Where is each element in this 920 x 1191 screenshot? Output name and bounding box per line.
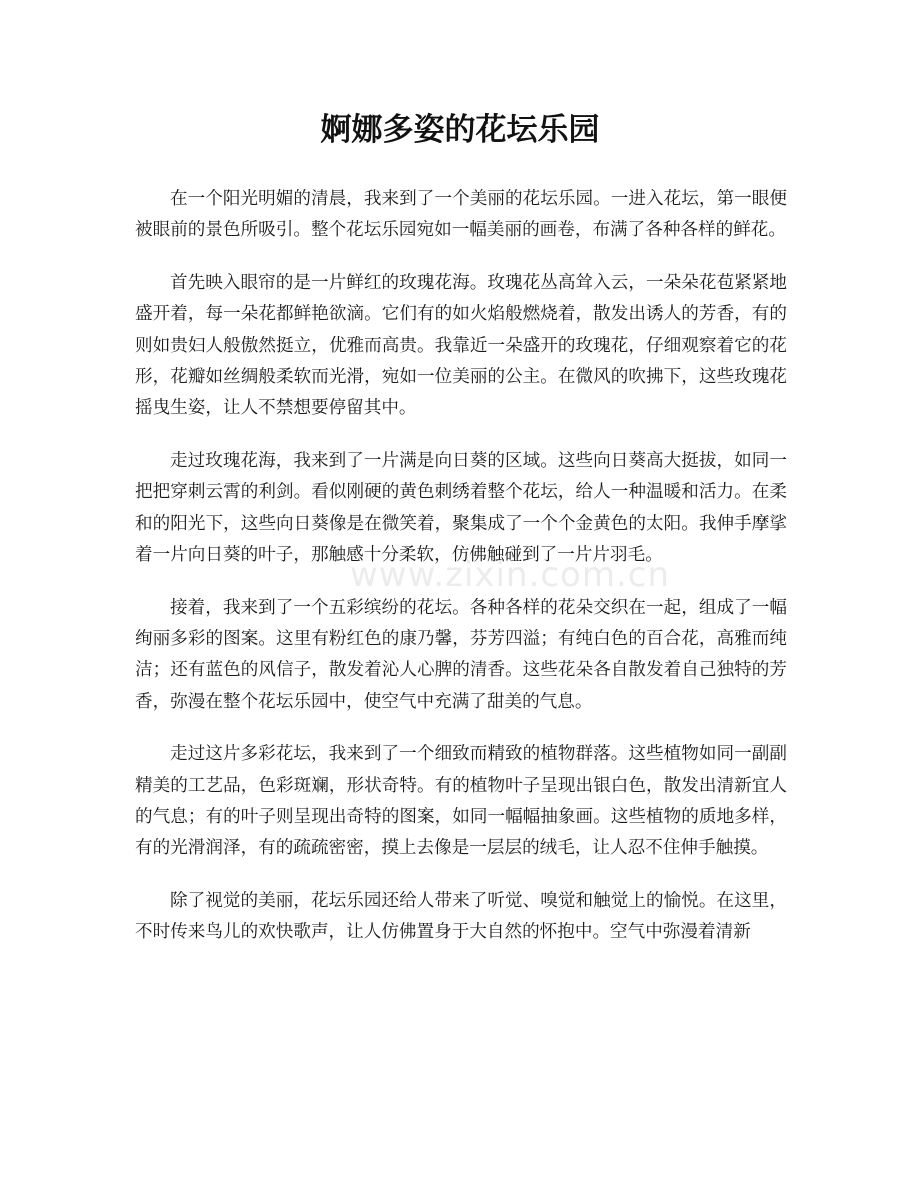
paragraph-6: 除了视觉的美丽，花坛乐园还给人带来了听觉、嗅觉和触觉上的愉悦。在这里，不时传来鸟儿的欢快歌声，让人仿佛置身于大自然的怀抱中。空气中弥漫着清新: [135, 891, 787, 943]
document-body: [135, 184, 787, 970]
paragraph-1: 在一个阳光明媚的清晨，我来到了一个美丽的花坛乐园。一进入花坛，第一眼便被眼前的景色所吸引。整个花坛乐园宛如一幅美丽的画卷，布满了各种各样的鲜花。: [135, 189, 787, 241]
watermark: www.zixin.com.cn: [350, 555, 670, 595]
paragraph-2: 首先映入眼帘的是一片鲜红的玫瑰花海。玫瑰花丛高耸入云，一朵朵花苞紧紧地盛开着，每一朵花都鲜艳欲滴。它们有的如火焰般燃烧着，散发出诱人的芳香，有的则如贵妇人般傲然挺立，优雅而高贵。我靠近一朵盛开的玫瑰花，仔细观察着它的花形，花瓣如丝绸般柔软而光滑，宛如一位美丽的公主。在微风的吹拂下，这些玫瑰花摇曳生姿，让人不禁想要停留其中。: [135, 273, 787, 419]
document-title: 婀娜多姿的花坛乐园: [320, 112, 600, 148]
paragraph-4: 接着，我来到了一个五彩缤纷的花坛。各种各样的花朵交织在一起，组成了一幅绚丽多彩的图案。这里有粉红色的康乃馨，芬芳四溢；有纯白色的百合花，高雅而纯洁；还有蓝色的风信子，散发着沁人心脾的清香。这些花朵各自散发着自己独特的芳香，弥漫在整个花坛乐园中，使空气中充满了甜美的气息。: [135, 597, 787, 712]
paragraph-5: 走过这片多彩花坛，我来到了一个细致而精致的植物群落。这些植物如同一副副精美的工艺品，色彩斑斓，形状奇特。有的植物叶子呈现出银白色，散发出清新宜人的气息；有的叶子则呈现出奇特的图案，如同一幅幅抽象画。这些植物的质地多样，有的光滑润泽，有的疏疏密密，摸上去像是一层层的绒毛，让人忍不住伸手触摸。: [135, 744, 787, 859]
paragraph-3: 走过玫瑰花海，我来到了一片满是向日葵的区域。这些向日葵高大挺拔，如同一把把穿刺云霄的利剑。看似刚硬的黄色刺绣着整个花坛，给人一种温暖和活力。在柔和的阳光下，这些向日葵像是在微笑着，聚集成了一个个金黄色的太阳。我伸手摩挲着一片向日葵的叶子，那触感十分柔软，仿佛触碰到了一片片羽毛。: [135, 451, 787, 565]
